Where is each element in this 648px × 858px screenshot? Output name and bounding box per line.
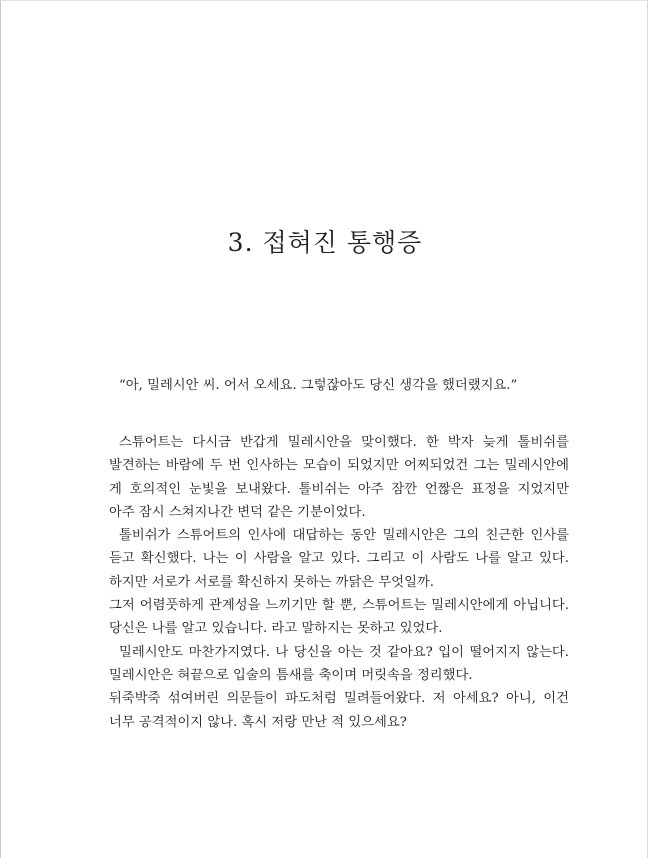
text-line: 밀레시안은 혀끝으로 입술의 틈새를 축이며 머릿속을 정리했다.	[109, 667, 473, 683]
body-text	[109, 431, 569, 734]
text-line: 그저 어렴풋하게 관계성을 느끼기만 할 뿐, 스튜어트는 밀레시안에게 아닙니다.	[109, 598, 569, 614]
text-line: 톨비쉬가 스튜어트의 인사에 대답하는 동안 밀레시안은 그의 친근한 인사를	[119, 528, 569, 544]
text-line: 듣고 확신했다. 나는 이 사람을 알고 있다. 그리고 이 사람도 나를 알고 있다.	[109, 551, 569, 567]
text-line: 밀레시안도 마찬가지였다. 나 당신을 아는 것 같아요? 입이 떨어지지 않는다.	[119, 644, 569, 660]
text-line: 하지만 서로가 서로를 확신하지 못하는 까닭은 무엇일까.	[109, 574, 435, 590]
text-line: 뒤죽박죽 섞여버린 의문들이 파도처럼 밀려들어왔다. 저 아세요? 아니, 이건	[109, 691, 569, 707]
chapter-title: 3. 접혀진 통행증	[227, 228, 423, 257]
text-line: 너무 공격적이지 않나. 혹시 저랑 만난 적 있으세요?	[109, 714, 407, 730]
text-line: 당신은 나를 알고 있습니다. 라고 말하지는 못하고 있었다.	[109, 621, 443, 637]
text-line: 발견하는 바람에 두 번 인사하는 모습이 되었지만 어찌되었건 그는 밀레시안에	[109, 458, 569, 474]
text-line: 게 호의적인 눈빛을 보내왔다. 톨비쉬는 아주 잠깐 언짢은 표정을 지었지만	[109, 481, 569, 497]
text-line: 스튜어트는 다시금 반갑게 밀레시안을 맞이했다. 한 박자 늦게 톨비쉬를	[119, 435, 569, 450]
text-line: 아주 잠시 스쳐지나간 변덕 같은 기분이었다.	[109, 504, 366, 520]
opening-quote: “아, 밀레시안 씨. 어서 오세요. 그렇잖아도 당신 생각을 했더랬지요.”	[119, 378, 518, 393]
